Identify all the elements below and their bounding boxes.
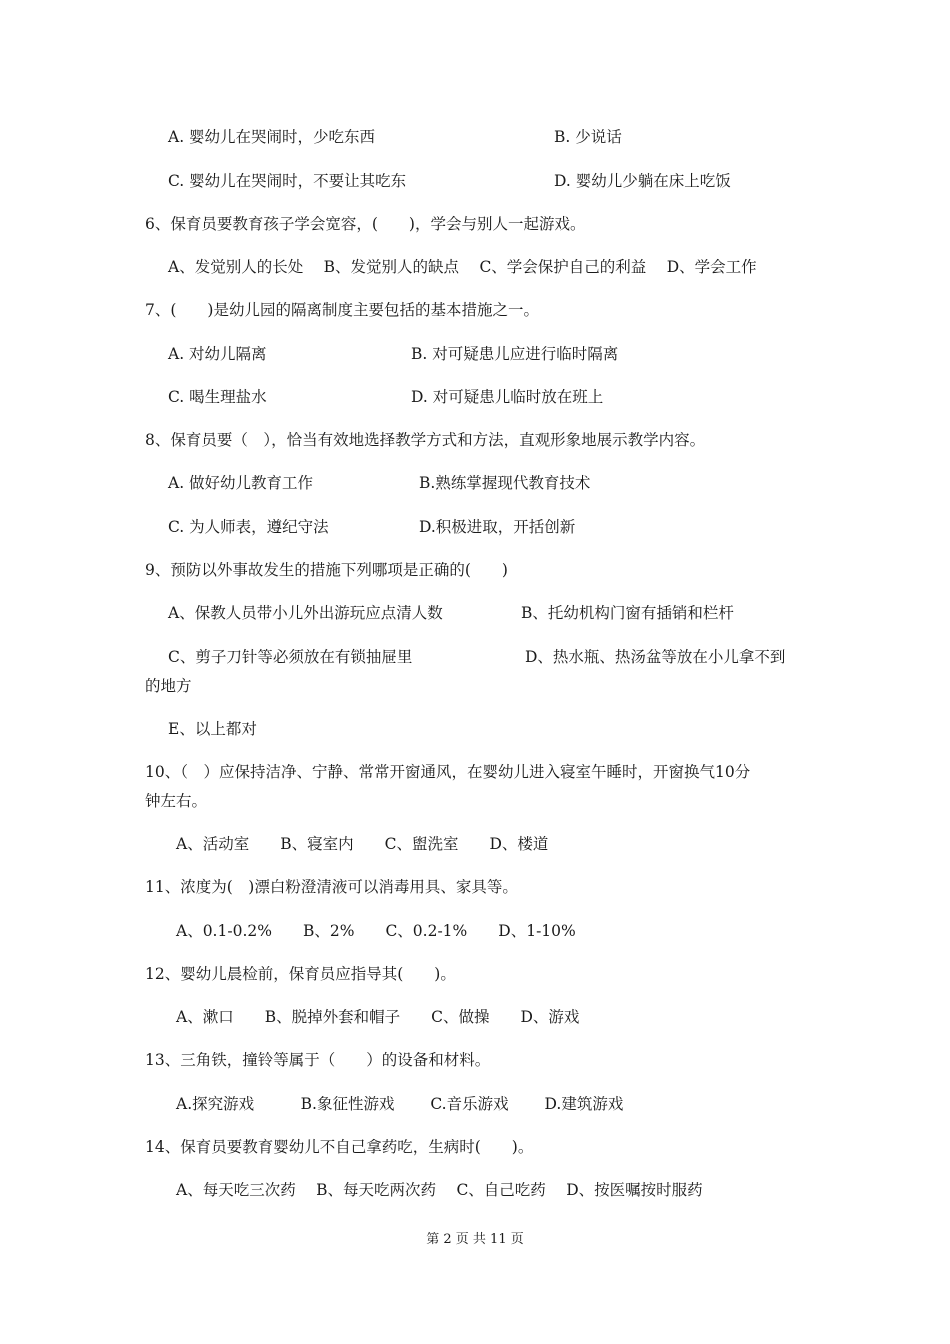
q8-option-d: D.积极进取，开括创新 [419,518,576,536]
q11-stem: 11、浓度为( )漂白粉澄清液可以消毒用具、家具等。 [145,878,518,896]
q9-option-b: B、托幼机构门窗有插销和栏杆 [521,604,734,622]
q12-stem: 12、婴幼儿晨检前，保育员应指导其( )。 [145,965,456,983]
q5-option-b: B. 少说话 [554,128,622,146]
page-footer: 第 2 页 共 11 页 [426,1232,524,1247]
q13-options: A.探究游戏 B.象征性游戏 C.音乐游戏 D.建筑游戏 [176,1095,624,1113]
q9-stem: 9、预防以外事故发生的措施下列哪项是正确的( ) [145,561,508,579]
q7-option-c: C. 喝生理盐水 [168,388,267,406]
q6-stem: 6、保育员要教育孩子学会宽容，( )，学会与别人一起游戏。 [145,215,586,233]
q12-options: A、漱口 B、脱掉外套和帽子 C、做操 D、游戏 [176,1008,580,1026]
q5-option-d: D. 婴幼儿少躺在床上吃饭 [554,172,731,190]
q9-option-d: D、热水瓶、热汤盆等放在小儿拿不到 [525,648,786,666]
q9-option-c: C、剪子刀针等必须放在有锁抽屉里 [168,648,413,666]
q11-options: A、0.1-0.2% B、2% C、0.2-1% D、1-10% [176,922,576,940]
q8-option-c: C. 为人师表，遵纪守法 [168,518,329,536]
q9-option-a: A、保教人员带小儿外出游玩应点清人数 [168,604,443,622]
q7-option-a: A. 对幼儿隔离 [168,345,267,363]
q10-stem: 10、（ ）应保持洁净、宁静、常常开窗通风，在婴幼儿进入寝室午睡时，开窗换气10分 [145,763,751,781]
q14-stem: 14、保育员要教育婴幼儿不自己拿药吃，生病时( )。 [145,1138,534,1156]
q14-options: A、每天吃三次药 B、每天吃两次药 C、自己吃药 D、按医嘱按时服药 [176,1181,703,1199]
q9-option-d-continued: 的地方 [145,677,192,695]
q10-options: A、活动室 B、寝室内 C、盥洗室 D、楼道 [176,835,549,853]
q6-options: A、发觉别人的长处 B、发觉别人的缺点 C、学会保护自己的利益 D、学会工作 [168,258,757,276]
q13-stem: 13、三角铁，撞铃等属于（ ）的设备和材料。 [145,1051,491,1069]
q9-option-e: E、以上都对 [168,720,257,738]
q10-stem-continued: 钟左右。 [145,792,208,810]
q8-option-b: B.熟练掌握现代教育技术 [419,474,591,492]
q7-stem: 7、( )是幼儿园的隔离制度主要包括的基本措施之一。 [145,301,539,319]
q5-option-c: C. 婴幼儿在哭闹时，不要让其吃东 [168,172,407,190]
q7-option-d: D. 对可疑患儿临时放在班上 [411,388,604,406]
q8-option-a: A. 做好幼儿教育工作 [168,474,314,492]
q7-option-b: B. 对可疑患儿应进行临时隔离 [411,345,619,363]
q8-stem: 8、保育员要（ ），恰当有效地选择教学方式和方法，直观形象地展示教学内容。 [145,431,706,449]
q5-option-a: A. 婴幼儿在哭闹时，少吃东西 [168,128,376,146]
